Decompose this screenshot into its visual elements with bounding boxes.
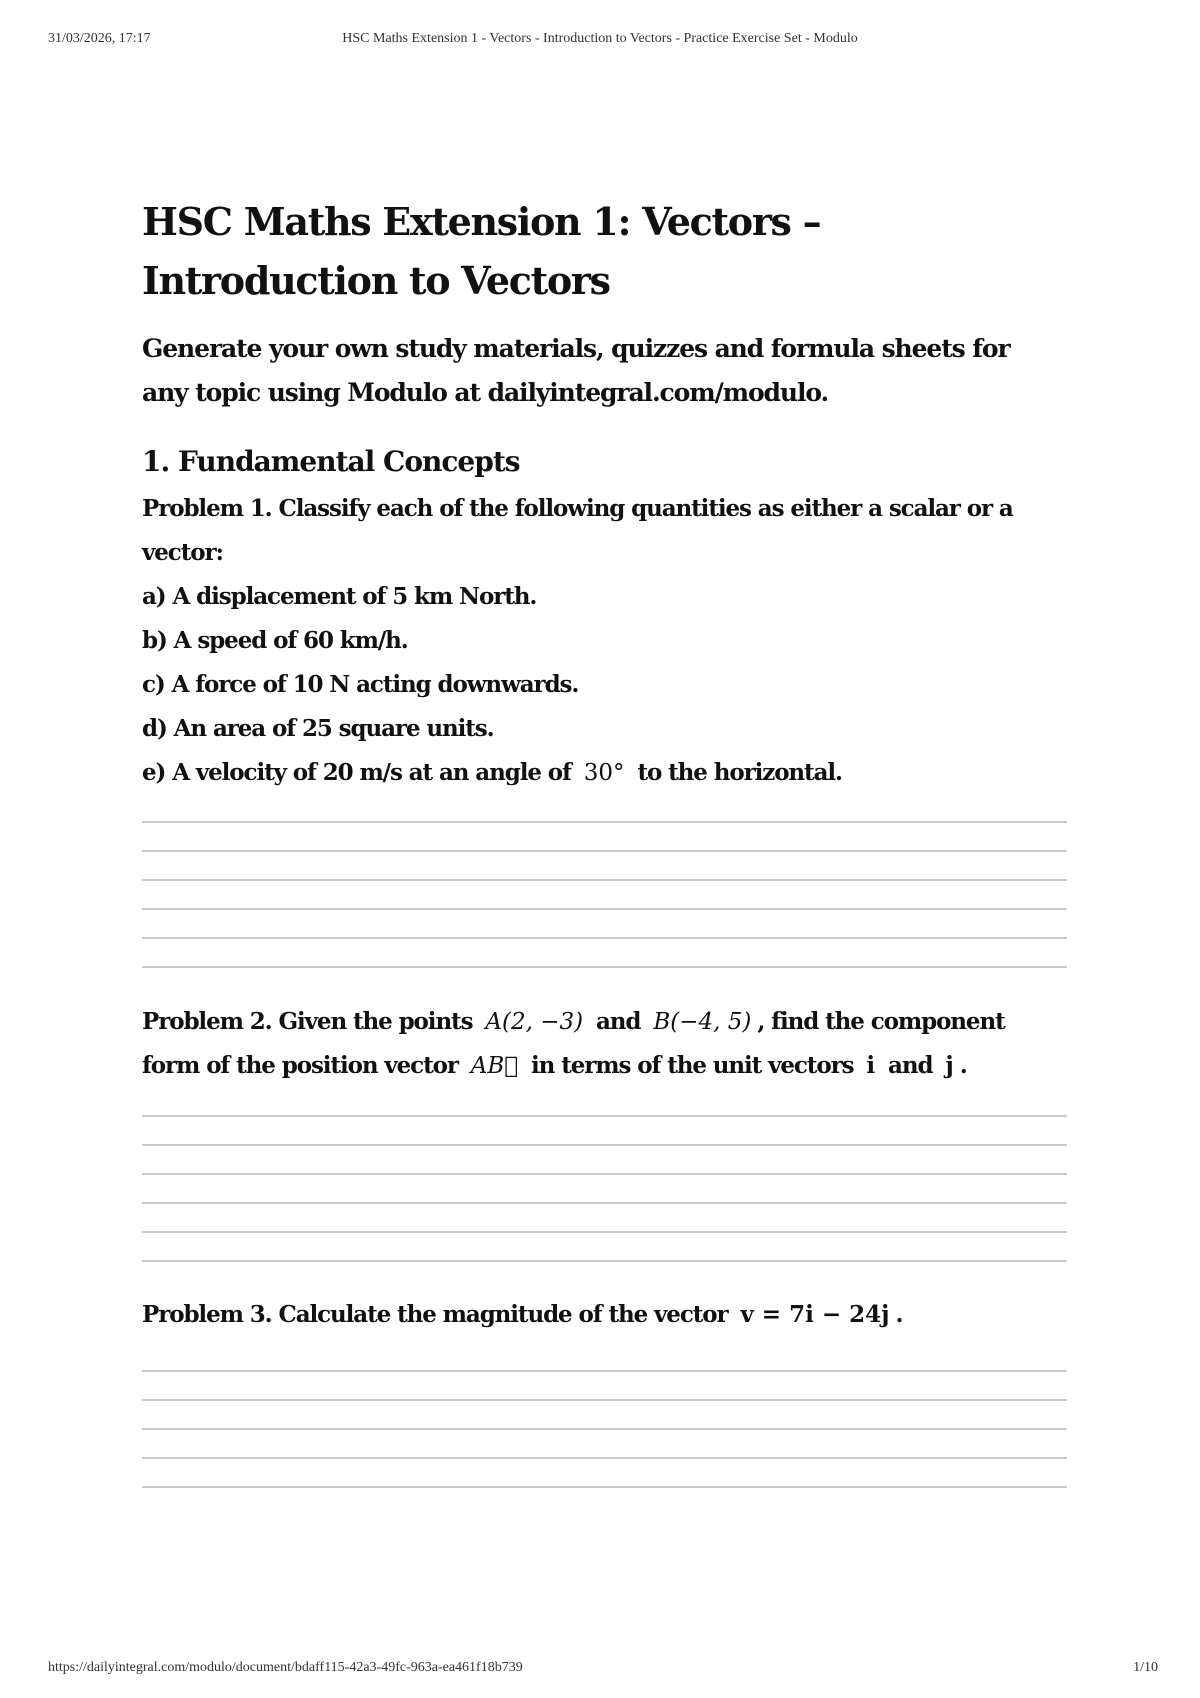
problem-text: . [959, 1052, 967, 1079]
problem-1-part-b: b) A speed of 60 km/h. [142, 627, 408, 654]
print-header-page-title: HSC Maths Extension 1 - Vectors - Introduction to Vectors - Practice Exercise Set - Modulo [342, 31, 858, 46]
answer-line [142, 1173, 1067, 1175]
problem-1-part-d: d) An area of 25 square units. [142, 715, 494, 742]
part-e-text-before: e) A velocity of 20 m/s at an angle of [142, 759, 571, 786]
answer-line [142, 1370, 1067, 1372]
problem-1-part-a: a) A displacement of 5 km North. [142, 583, 537, 610]
answer-line [142, 1457, 1067, 1459]
angle-math: 30° [583, 760, 625, 786]
problem-2-statement [142, 1000, 1067, 1088]
unit-vector-i-math: i [866, 1052, 876, 1079]
print-footer-page-number: 1/10 [1133, 1660, 1158, 1675]
vector-v-math: v = 7i − 24j [740, 1301, 890, 1328]
answer-line [142, 1144, 1067, 1146]
problem-text: . [895, 1301, 903, 1328]
problem-text: and [596, 1008, 641, 1035]
problem-text: Classify each of the following quantities as either a scalar or a vector: [142, 495, 1013, 566]
answer-lines-problem-1 [142, 821, 1067, 968]
answer-line [142, 1202, 1067, 1204]
problem-1-statement [142, 487, 1067, 575]
answer-line [142, 908, 1067, 910]
point-a-math: A(2, −3) [485, 1009, 584, 1035]
problem-label: Problem 1. [142, 495, 272, 522]
unit-vector-j-math: j [945, 1052, 954, 1079]
answer-lines-problem-2 [142, 1115, 1067, 1262]
problem-1-part-e [142, 751, 1067, 795]
problem-1-part-c: c) A force of 10 N acting downwards. [142, 671, 579, 698]
answer-line [142, 1260, 1067, 1262]
print-header-datetime: 31/03/2026, 17:17 [48, 31, 151, 46]
problem-3-statement [142, 1293, 1067, 1337]
problem-text: in terms of the unit vectors [531, 1052, 854, 1079]
answer-line [142, 966, 1067, 968]
answer-line [142, 1231, 1067, 1233]
part-e-text-after: to the horizontal. [637, 759, 842, 786]
problem-label: Problem 3. [142, 1301, 272, 1328]
section-heading: 1. Fundamental Concepts [142, 445, 520, 478]
answer-line [142, 879, 1067, 881]
problem-label: Problem 2. [142, 1008, 272, 1035]
answer-line [142, 1428, 1067, 1430]
problem-text: , find the component form of the position vector [142, 1008, 1005, 1079]
answer-line [142, 937, 1067, 939]
problem-2 [142, 1000, 1067, 1088]
point-b-math: B(−4, 5) [653, 1009, 752, 1035]
answer-line [142, 1399, 1067, 1401]
answer-lines-problem-3 [142, 1370, 1067, 1488]
answer-line [142, 821, 1067, 823]
problem-1 [142, 487, 1067, 795]
problem-text: Calculate the magnitude of the vector [278, 1301, 728, 1328]
answer-line [142, 1115, 1067, 1117]
intro-paragraph: Generate your own study materials, quizzes and formula sheets for any topic using Modulo at dailyintegral.com/modulo. [142, 334, 1010, 407]
problem-text: and [888, 1052, 933, 1079]
print-footer-url: https://dailyintegral.com/modulo/document/bdaff115-42a3-49fc-963a-ea461f18b739 [48, 1660, 523, 1675]
problem-text: Given the points [278, 1008, 473, 1035]
vector-ab-math: AB⃗ [470, 1053, 519, 1079]
document-content [142, 192, 1067, 1515]
answer-line [142, 850, 1067, 852]
answer-line [142, 1486, 1067, 1488]
document-title: HSC Maths Extension 1: Vectors – Introduction to Vectors [142, 199, 821, 303]
problem-3 [142, 1293, 1067, 1337]
